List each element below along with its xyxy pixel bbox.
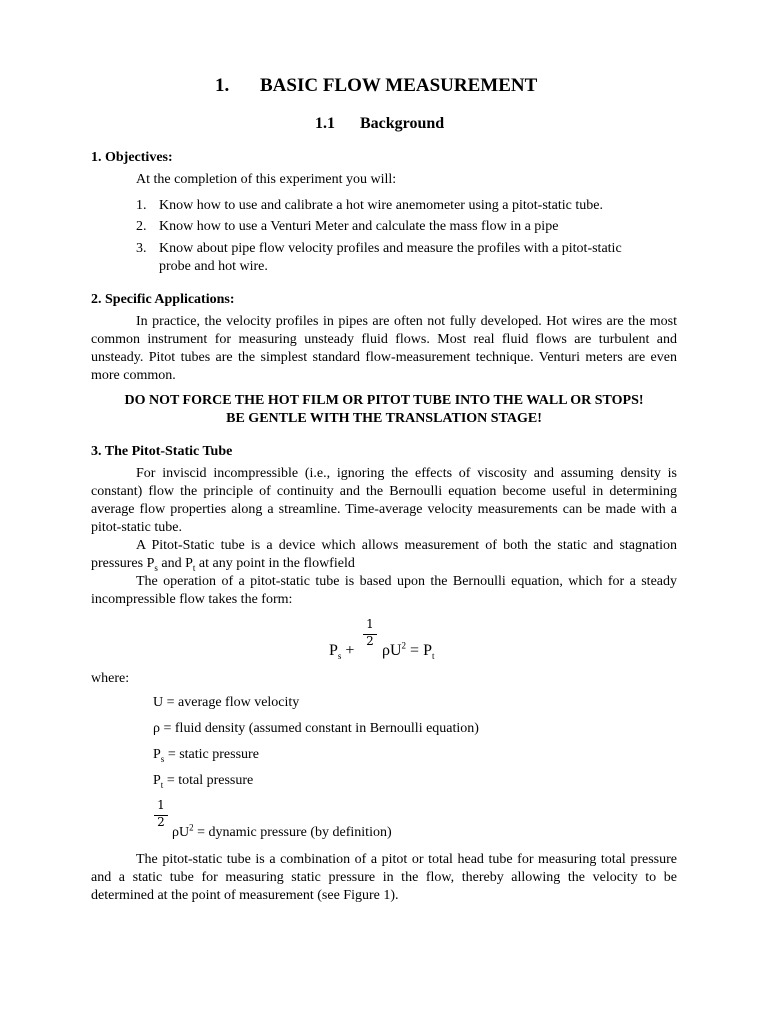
- document-page: 1. BASIC FLOW MEASUREMENT 1.1 Background 1. Objectives: At the completion of this experiment you will: 1. Know how to use and calibrate a hot wire anemometer using a pitot-static tube. 2. Know how to use a Venturi Meter and calculate the mass flow in a pipe 3. Know about pipe flow velocity profiles and measure the profiles with a pitot-static probe and hot wire. 2. Specific Applications: In practice, the velocity profiles in pipes are often not fully developed. Hot wires are the most common instrument for measuring unsteady fluid flows. Most real fluid flows are turbulent and unsteady. Pitot tubes are the simplest standard flow-measurement technique. Venturi meters are even more common. DO NOT FORCE THE HOT FILM OR PITOT TUBE INTO THE WALL OR STOPS! BE GENTLE WITH THE TRANSLATION STAGE! 3. The Pitot-Static Tube For inviscid incompressible (i.e., ignoring the effects of viscosity and assuming density is constant) flow the principle of continuity and the Bernoulli equation become useful in determining average flow properties along a streamline. Time-average velocity measurements can be made with a pitot-static tube. A Pitot-Static tube is a device which allows measurement of both the static and stagnation pressures $P_s$ and $P_t$ at any point in the flowfield The operation of a pitot-static tube is based upon the Bernoulli equation, which for a steady incompressible flow takes the form: $P_s$ + 1 2 $\rho U^2 = P_t$ where: U = average flow velocity ρ = fluid density (assumed constant in Bernoulli equation) $P_s$ = static pressure $P_t$ = total pressure 1 2 $\rho U^2$ = dynamic pressure (by definition) The pitot-static tube is a combination of a pitot or total head tube for measuring total pressure and a static tube for measuring static pressure in the flow, thereby allowing the velocity to be determined at the point of measurement (see Figure 1).: [91, 75, 677, 903]
- list-item-number: 1.: [136, 198, 147, 213]
- definition-item: U = average flow velocity: [153, 695, 300, 710]
- applications-heading: 2. Specific Applications:: [91, 292, 235, 307]
- subsection-number: 1.1: [315, 115, 335, 132]
- closing-paragraph: The pitot-static tube is a combination of a pitot or total head tube for measuring total pressure and a static tube for measuring static pressure in the flow, thereby allowing the velocity to be determined at the point of measurement (see Figure 1).: [91, 852, 677, 903]
- warning-line-1: DO NOT FORCE THE HOT FILM OR PITOT TUBE INTO THE WALL OR STOPS!: [124, 393, 644, 408]
- section-number: 1.: [215, 75, 230, 96]
- warning-line-2: BE GENTLE WITH THE TRANSLATION STAGE!: [226, 411, 542, 426]
- where-label: where:: [91, 671, 130, 686]
- definition-item: ρ = fluid density (assumed constant in Bernoulli equation): [153, 721, 479, 736]
- definition-item: $P_s$ = static pressure: [153, 747, 259, 764]
- pitot-heading: 3. The Pitot-Static Tube: [91, 444, 233, 459]
- list-item-number: 3.: [136, 241, 147, 256]
- pitot-paragraph-1: For inviscid incompressible (i.e., ignoring the effects of viscosity and assuming density is constant) flow the principle of continuity and the Bernoulli equation become useful in determining average flow properties along a streamline. Time-average velocity measurements can be made with a pitot-static tube.: [91, 466, 677, 535]
- objectives-intro: At the completion of this experiment you will:: [136, 172, 397, 187]
- list-item: Know how to use a Venturi Meter and calculate the mass flow in a pipe: [159, 219, 559, 234]
- subsection-title: Background: [360, 115, 445, 132]
- pitot-paragraph-3: The operation of a pitot-static tube is based upon the Bernoulli equation, which for a steady incompressible flow takes the form:: [91, 574, 677, 607]
- definition-item: $P_t$ = total pressure: [153, 773, 254, 790]
- page-title: BASIC FLOW MEASUREMENT: [260, 75, 538, 96]
- pitot-paragraph-2: A Pitot-Static tube is a device which allows measurement of both the static and stagnation pressures $P_s$ and $P_t$ at any point in the flowfield: [91, 538, 677, 573]
- list-item-continuation: probe and hot wire.: [159, 259, 268, 274]
- list-item-number: 2.: [136, 219, 147, 234]
- list-item: Know about pipe flow velocity profiles and measure the profiles with a pitot-static: [159, 241, 622, 256]
- applications-paragraph: In practice, the velocity profiles in pipes are often not fully developed. Hot wires are the most common instrument for measuring unsteady fluid flows. Most real fluid flows are turbulent and unsteady. Pitot tubes are the simplest standard flow-measurement technique. Venturi meters are even more common.: [91, 314, 677, 383]
- list-item: Know how to use and calibrate a hot wire anemometer using a pitot-static tube.: [159, 198, 603, 213]
- objectives-heading: 1. Objectives:: [91, 150, 173, 165]
